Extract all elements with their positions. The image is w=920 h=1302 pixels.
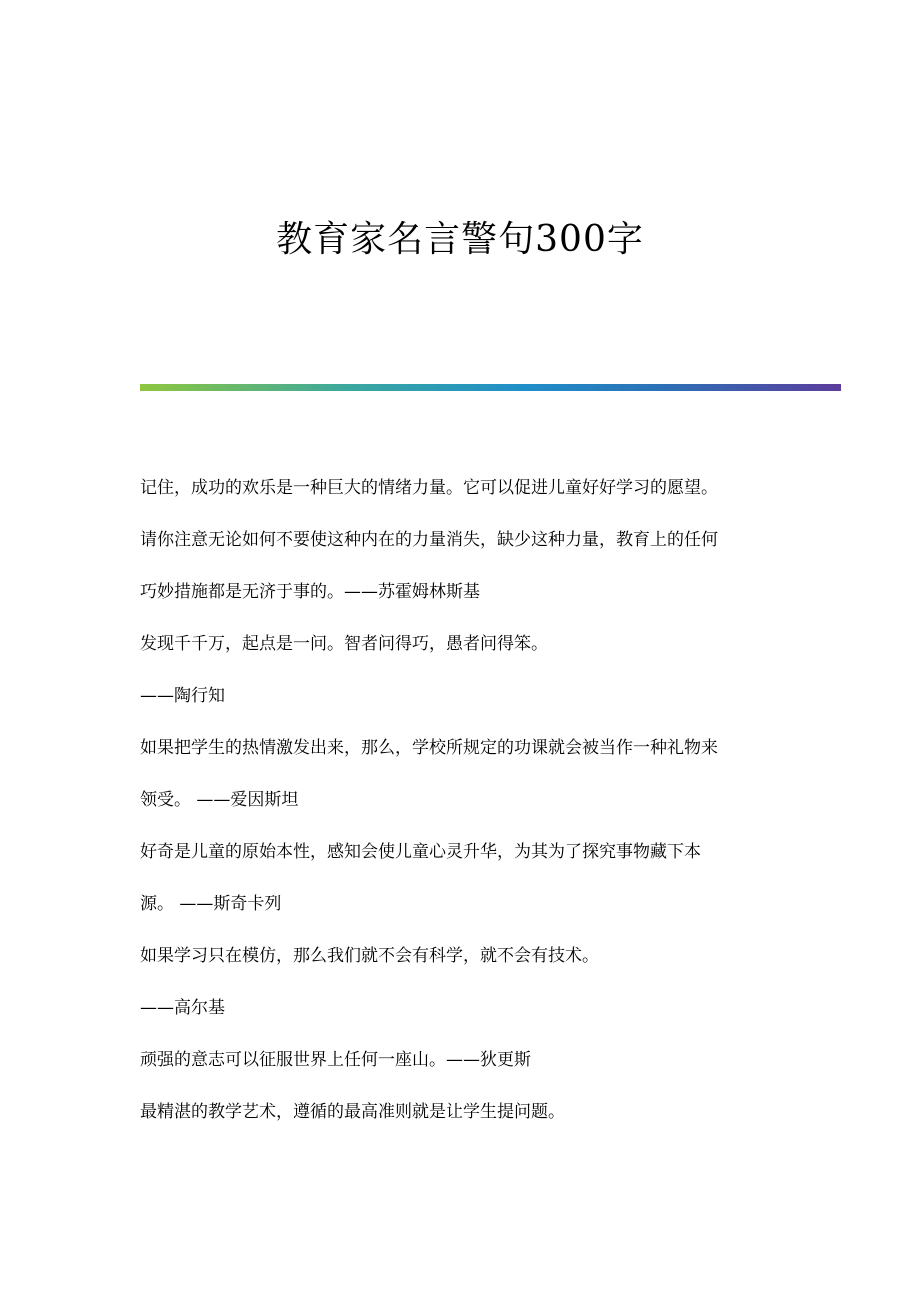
gradient-divider xyxy=(140,384,841,391)
document-body xyxy=(140,462,800,1138)
text-line: 如果学习只在模仿，那么我们就不会有科学，就不会有技术。 xyxy=(140,946,599,966)
text-line: 好奇是儿童的原始本性，感知会使儿童心灵升华，为其为了探究事物藏下本 xyxy=(140,842,701,862)
text-line: ——陶行知 xyxy=(140,686,225,706)
text-line: 最精湛的教学艺术，遵循的最高准则就是让学生提问题。 xyxy=(140,1102,565,1122)
text-line: 顽强的意志可以征服世界上任何一座山。——狄更斯 xyxy=(140,1050,531,1070)
document-title: 教育家名言警句300字 xyxy=(276,219,644,260)
text-line: 巧妙措施都是无济于事的。——苏霍姆林斯基 xyxy=(140,582,480,602)
text-line: 领受。 ——爱因斯坦 xyxy=(140,790,299,810)
text-line: 记住，成功的欢乐是一种巨大的情绪力量。它可以促进儿童好好学习的愿望。 xyxy=(140,478,718,498)
text-line: 请你注意无论如何不要使这种内在的力量消失，缺少这种力量，教育上的任何 xyxy=(140,530,718,550)
text-line: 发现千千万，起点是一问。智者问得巧，愚者问得笨。 xyxy=(140,634,548,654)
text-line: 源。 ——斯奇卡列 xyxy=(140,894,282,914)
text-line: ——高尔基 xyxy=(140,998,225,1018)
text-line: 如果把学生的热情激发出来，那么，学校所规定的功课就会被当作一种礼物来 xyxy=(140,738,718,758)
